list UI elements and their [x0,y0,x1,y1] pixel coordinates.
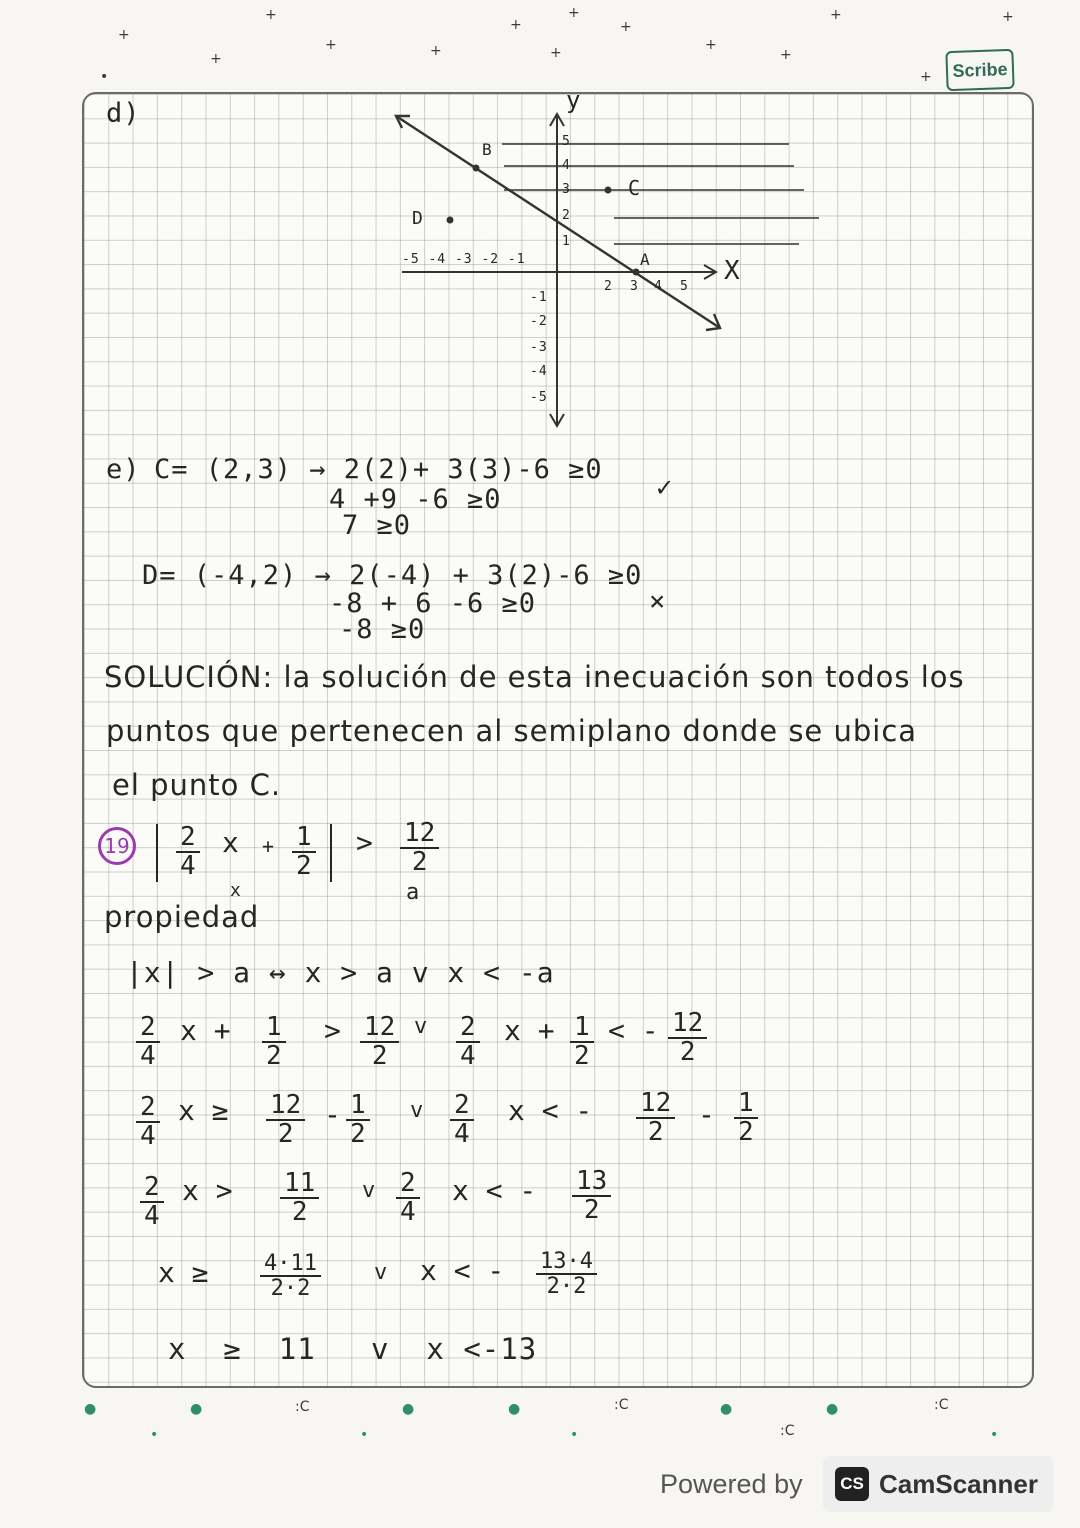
step4-fraction-13-4: $\frac{13\cdot 4}{2\cdot 2}$ [536,1250,597,1298]
step1-greater: > [324,1014,341,1047]
step4-x-geq: x ≥ [158,1256,209,1289]
check-mark: ✓ [656,472,674,503]
section-e-label: e) [106,454,141,485]
notebook-page [82,92,1034,1388]
d-evaluation-line-2: -8 + 6 -6 ≥0 [329,588,537,619]
y-axis-label: y [566,92,582,114]
x-axis-label: X [724,256,741,286]
x-tick-5: 5 [680,279,689,294]
step3-x-greater: x > [182,1174,233,1207]
greater-than-sign: > [356,826,373,859]
camscanner-logo: CS [835,1467,869,1501]
y-tick-1: 1 [562,234,571,249]
step4-fraction-4-11: $\frac{4\cdot 11}{2\cdot 2}$ [260,1252,321,1300]
step2-fraction-2-4-b: $\frac{2}{4}$ [450,1092,474,1149]
step1-fraction-1-2-b: $\frac{1}{2}$ [570,1014,594,1071]
final-answer: x ≥ 11 v x <-13 [168,1332,538,1366]
x-tick-2: 2 [604,279,613,294]
solution-line-3: el punto C. [112,768,282,802]
powered-by-text: Powered by [660,1469,803,1499]
step2-or: v [410,1098,424,1123]
point-d-label: D [412,208,424,229]
fraction-1-2: $\frac{1}{2}$ [292,824,316,881]
label-x: x [230,880,241,901]
variable-x: x [222,826,239,859]
y-tick-neg5: -5 [530,390,548,405]
property-statement: |x| > a ↔ x > a v x < -a [126,956,555,989]
solution-line-2: puntos que pertenecen al semiplano donde se ubica [106,714,918,748]
camscanner-name: CamScanner [879,1468,1038,1499]
step1-fraction-2-4: $\frac{2}{4}$ [136,1014,160,1071]
y-tick-neg2: -2 [530,314,548,329]
point-c [605,187,612,194]
step2-minus-b: - [698,1098,715,1131]
absolute-value-right-bar [330,824,332,882]
absolute-value-left-bar [156,824,158,882]
x-negative-ticks: -5 -4 -3 -2 -1 [402,252,526,267]
fraction-2-4: $\frac{2}{4}$ [176,824,200,881]
step1-fraction-2-4-b: $\frac{2}{4}$ [456,1014,480,1071]
point-c-label: C [628,176,642,200]
propiedad-label: propiedad [104,900,260,934]
step2-fraction-1-2: $\frac{1}{2}$ [346,1092,370,1149]
d-evaluation-line-1: D= (-4,2) → 2(-4) + 3(2)-6 ≥0 [142,560,643,591]
d-evaluation-line-3: -8 ≥0 [339,614,426,645]
y-tick-5: 5 [562,134,571,149]
problem-number-badge: 19 [98,827,136,865]
camscanner-badge [823,1456,1053,1512]
step3-fraction-2-4: $\frac{2}{4}$ [140,1174,164,1231]
step2-x-less-minus: x < - [508,1094,593,1127]
y-tick-neg1: -1 [530,290,548,305]
c-evaluation-line-1: C= (2,3) → 2(2)+ 3(3)-6 ≥0 [154,454,603,485]
y-tick-2: 2 [562,208,571,223]
section-d-label: d) [106,98,141,129]
step1-x-plus-b: x + [504,1014,555,1047]
step2-minus: - [324,1098,341,1131]
step1-x-plus: x + [180,1014,231,1047]
step1-less-minus: < - [608,1014,659,1047]
fraction-12-2: $\frac{12}{2}$ [400,820,439,877]
step4-or: v [374,1260,388,1285]
point-a-label: A [640,250,651,269]
step2-fraction-12-2: $\frac{12}{2}$ [266,1092,305,1149]
step1-fraction-12-2-b: $\frac{12}{2}$ [668,1010,707,1067]
step2-fraction-12-2-b: $\frac{12}{2}$ [636,1090,675,1147]
step3-fraction-11-2: $\frac{11}{2}$ [280,1170,319,1227]
step2-x-geq: x ≥ [178,1094,229,1127]
step1-fraction-12-2: $\frac{12}{2}$ [360,1014,399,1071]
cross-mark: × [649,586,667,617]
label-a: a [406,880,420,905]
step2-fraction-2-4: $\frac{2}{4}$ [136,1094,160,1151]
step2-fraction-1-2-b: $\frac{1}{2}$ [734,1090,758,1147]
step3-fraction-13-2: $\frac{13}{2}$ [572,1168,611,1225]
x-tick-3: 3 [630,279,639,294]
y-tick-4: 4 [562,158,571,173]
step4-x-less-minus: x < - [420,1254,505,1287]
step3-x-less-minus: x < - [452,1174,537,1207]
scribe-watermark: Scribe [945,49,1014,91]
c-evaluation-line-2: 4 +9 -6 ≥0 [329,484,502,515]
x-tick-4: 4 [654,279,663,294]
y-tick-3: 3 [562,182,571,197]
point-d [447,217,454,224]
y-tick-neg4: -4 [530,364,548,379]
step1-fraction-1-2: $\frac{1}{2}$ [262,1014,286,1071]
point-a [633,269,640,276]
plus-sign: + [262,834,275,858]
step1-or: v [414,1014,428,1039]
coordinate-graph [84,94,1034,454]
solution-line-1: SOLUCIÓN: la solución de esta inecuación son todos los [104,660,965,694]
point-b [473,165,480,172]
c-evaluation-line-3: 7 ≥0 [342,510,412,541]
y-tick-neg3: -3 [530,340,548,355]
point-b-label: B [482,140,493,159]
step3-fraction-2-4-b: $\frac{2}{4}$ [396,1170,420,1227]
step3-or: v [362,1178,376,1203]
